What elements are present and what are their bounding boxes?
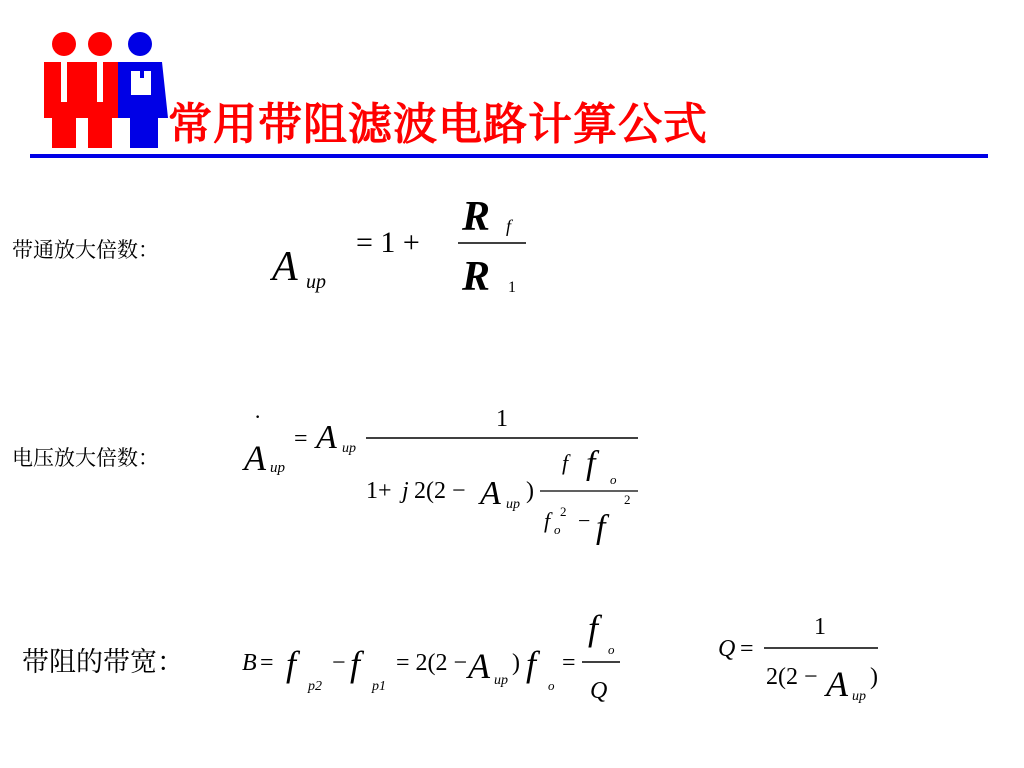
formula-passband-gain bbox=[270, 188, 550, 298]
f2-lhs-sub: up bbox=[270, 460, 285, 476]
f2-den-b: 2(2 − bbox=[414, 478, 466, 504]
f1-eq: = 1 + bbox=[356, 226, 420, 259]
f2-den-a: 1+ bbox=[366, 478, 392, 504]
formula-bandwidth bbox=[236, 600, 636, 710]
f3-minus: − bbox=[332, 650, 346, 676]
f2-in-num-f: f bbox=[562, 450, 569, 475]
f1-num-sub: f bbox=[506, 216, 512, 236]
title-underline bbox=[30, 154, 988, 158]
f2-den-A-sub: up bbox=[506, 497, 520, 512]
f2-in-den-sub: o bbox=[554, 522, 561, 537]
f3-eq3: = bbox=[562, 650, 576, 676]
f2-num: 1 bbox=[496, 406, 508, 432]
page-title: 常用带阻滤波电路计算公式 bbox=[168, 99, 708, 150]
f2-dot: · bbox=[254, 404, 262, 429]
f2-in-den-f: f bbox=[544, 508, 551, 533]
f2-den-A: A bbox=[480, 475, 501, 512]
f3-A: A bbox=[468, 646, 490, 686]
f1-den-sub: 1 bbox=[508, 279, 516, 296]
f3-f2-sub: p1 bbox=[372, 679, 386, 694]
formula-voltage-gain bbox=[240, 400, 650, 550]
passband-gain-label: 带通放大倍数： bbox=[12, 238, 159, 262]
f4-den-b: ) bbox=[870, 664, 878, 690]
f3-num-sub: o bbox=[608, 642, 615, 657]
f2-in-den-minus: − bbox=[578, 508, 591, 533]
f3-close: ) bbox=[512, 650, 520, 676]
f2-in-den-f2: f bbox=[596, 509, 606, 546]
f3-eq1: = bbox=[260, 650, 274, 676]
f4-den-A: A bbox=[826, 664, 848, 704]
people-logo-icon bbox=[38, 30, 173, 150]
f3-den: Q bbox=[590, 678, 608, 704]
f3-f3-sub: o bbox=[548, 678, 555, 693]
f2-in-den-sup: 2 bbox=[560, 504, 567, 519]
f3-f1: f bbox=[286, 644, 297, 684]
f4-den-A-sub: up bbox=[852, 689, 866, 704]
f3-f2: f bbox=[350, 644, 361, 684]
f3-A-sub: up bbox=[494, 673, 508, 688]
f2-eq: = bbox=[294, 426, 308, 452]
f3-f1-sub: p2 bbox=[308, 679, 322, 694]
voltage-gain-label: 电压放大倍数： bbox=[12, 446, 159, 470]
f2-den-c: ) bbox=[526, 478, 534, 504]
f3-eq2: = 2(2 − bbox=[396, 650, 468, 676]
f4-num: 1 bbox=[814, 614, 826, 640]
f2-in-den-sup2: 2 bbox=[624, 492, 631, 507]
f2-in-num-sub: o bbox=[610, 472, 617, 487]
f2-lhs: A bbox=[244, 438, 266, 478]
f2-A-sub: up bbox=[342, 441, 356, 456]
bandwidth-label: 带阻的带宽： bbox=[22, 647, 184, 678]
f2-den-j: j bbox=[402, 478, 409, 504]
f1-den: R bbox=[462, 254, 491, 298]
formula-quality-factor bbox=[714, 604, 894, 714]
f3-f3: f bbox=[526, 644, 537, 684]
f2-in-num-f2: f bbox=[586, 445, 596, 482]
f1-lhs: A bbox=[272, 244, 298, 290]
f1-lhs-sub: up bbox=[306, 271, 326, 293]
f1-num: R bbox=[462, 194, 491, 240]
f4-eq: = bbox=[740, 636, 754, 662]
f3-B: B bbox=[242, 650, 257, 676]
f2-A: A bbox=[316, 419, 337, 456]
f4-den-a: 2(2 − bbox=[766, 664, 818, 690]
f3-num-f: f bbox=[588, 608, 599, 648]
f4-Q: Q bbox=[718, 636, 736, 662]
